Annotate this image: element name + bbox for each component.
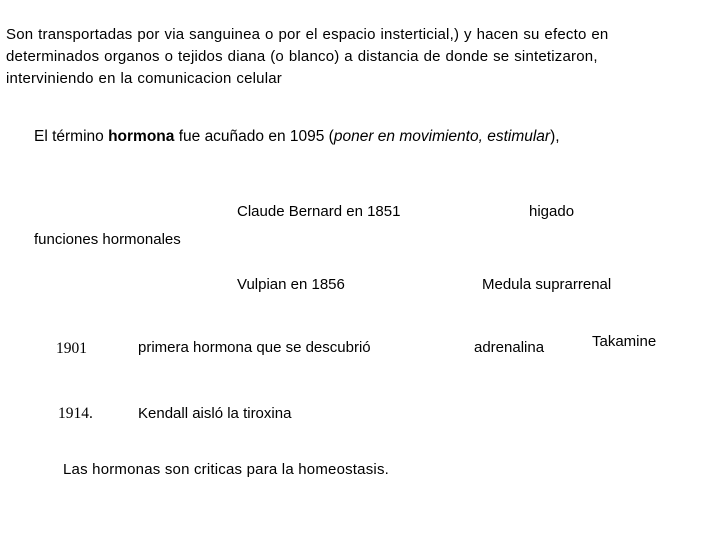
intro-line-1: Son transportadas por via sanguinea o por el espacio insterticial,) y hacen su efecto en	[6, 26, 609, 43]
year-1914: 1914.	[58, 405, 93, 422]
medula-text: Medula suprarrenal	[482, 276, 612, 293]
funciones-text: funciones hormonales	[34, 231, 181, 248]
intro-line-3: interviniendo en la comunicacion celular	[6, 70, 282, 87]
higado-text: higado	[529, 203, 575, 220]
vulpian-text: Vulpian en 1856	[237, 276, 345, 293]
term-suffix: ),	[550, 128, 560, 145]
term-meaning: poner en movimiento, estimular	[333, 128, 551, 145]
bernard-text: Claude Bernard en 1851	[237, 203, 401, 220]
adrenalina-text: adrenalina	[474, 339, 545, 356]
intro-line-2: determinados organos o tejidos diana (o blanco) a distancia de donde se sintetizaron,	[6, 48, 598, 65]
intro-paragraph	[6, 24, 706, 90]
primera-hormona-text: primera hormona que se descubrió	[138, 339, 371, 356]
kendall-text: Kendall aisló la tiroxina	[138, 405, 292, 422]
term-prefix: El término	[34, 128, 109, 145]
year-1901: 1901	[56, 340, 87, 357]
term-middle: fue acuñado en 1095 (	[174, 128, 334, 145]
homeostasis-text: Las hormonas son criticas para la homeostasis.	[63, 461, 390, 478]
term-hormona: hormona	[108, 128, 175, 145]
hormona-term-sentence	[34, 128, 560, 146]
takamine-text: Takamine	[592, 333, 657, 350]
